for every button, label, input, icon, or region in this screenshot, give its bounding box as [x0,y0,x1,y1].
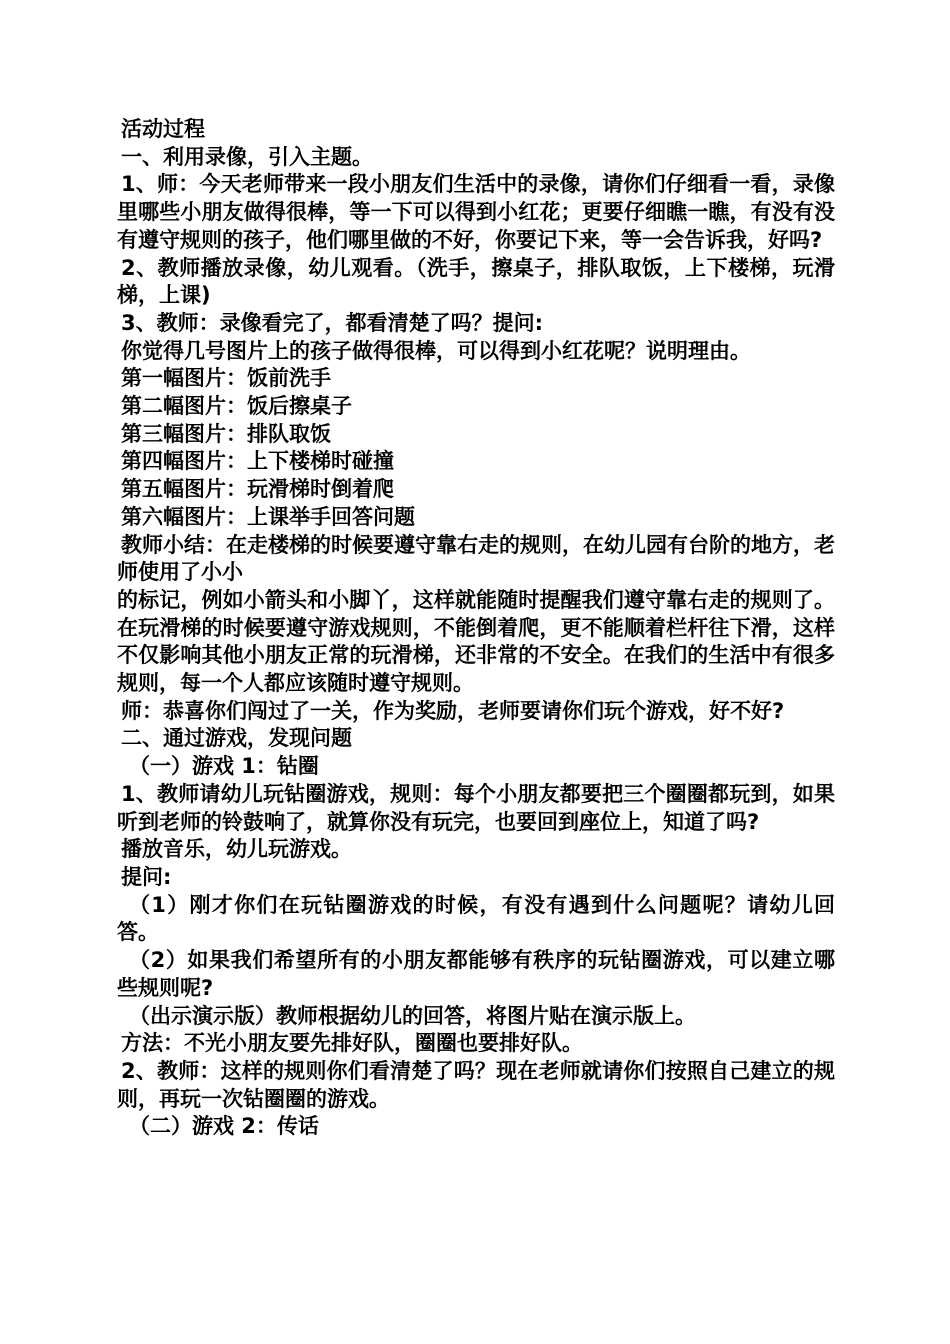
list-item: 第四幅图片：上下楼梯时碰撞 [121,449,394,474]
document-page [117,116,835,1141]
paragraph: 提问: [121,864,172,889]
subsection-heading: （二）游戏 2：传话 [129,1114,319,1139]
list-item: 第三幅图片：排队取饭 [121,421,331,446]
list-item: 第五幅图片：玩滑梯时倒着爬 [121,477,394,502]
paragraph: （1）刚才你们在玩钻圈游戏的时候，有没有遇到什么问题呢？请幼儿回答。 [117,892,835,945]
paragraph: 方法：不光小朋友要先排好队，圈圈也要排好队。 [121,1031,583,1056]
paragraph: 教师小结：在走楼梯的时候要遵守靠右走的规则，在幼儿园有台阶的地方，老师使用了小小 [117,532,835,585]
paragraph: （出示演示版）教师根据幼儿的回答，将图片贴在演示版上。 [129,1003,696,1028]
paragraph: 2、教师播放录像，幼儿观看。（洗手，擦桌子，排队取饭，上下楼梯，玩滑梯，上课) [117,255,835,308]
subsection-heading: 一、利用录像，引入主题。 [121,144,373,169]
paragraph: 播放音乐，幼儿玩游戏。 [121,837,352,862]
section-heading: 活动过程 [121,117,205,141]
paragraph: 2、教师：这样的规则你们看清楚了吗？现在老师就请你们按照自己建立的规则，再玩一次钻圈圈的游戏。 [117,1058,835,1111]
paragraph: 师：恭喜你们闯过了一关，作为奖励，老师要请你们玩个游戏，好不好? [121,698,785,723]
paragraph: （2）如果我们希望所有的小朋友都能够有秩序的玩钻圈游戏，可以建立哪些规则呢? [117,948,835,1000]
list-item: 第六幅图片：上课举手回答问题 [121,504,415,529]
subsection-heading: （一）游戏 1：钻圈 [129,754,319,779]
list-item: 第二幅图片：饭后擦桌子 [121,394,352,419]
paragraph: 3、教师：录像看完了，都看清楚了吗？提问: [121,310,544,335]
paragraph: 1、教师请幼儿玩钻圈游戏，规则：每个小朋友都要把三个圈圈都玩到，如果听到老师的铃鼓响了，就算你没有玩完，也要回到座位上，知道了吗? [117,781,835,834]
subsection-heading: 二、通过游戏，发现问题 [121,726,352,751]
paragraph: 你觉得几号图片上的孩子做得很棒，可以得到小红花呢？说明理由。 [121,338,751,363]
paragraph: 1、师：今天老师带来一段小朋友们生活中的录像，请你们仔细看一看，录像里哪些小朋友做得很棒，等一下可以得到小红花；更要仔细瞧一瞧，有没有没有遵守规则的孩子，他们哪里做的不好，你要记下来，等一会告诉我，好吗? [117,172,835,252]
paragraph: 的标记，例如小箭头和小脚丫，这样就能随时提醒我们遵守靠右走的规则了。在玩滑梯的时候要遵守游戏规则，不能倒着爬，更不能顺着栏杆往下滑，这样不仅影响其他小朋友正常的玩滑梯，还非常的不安全。在我们的生活中有很多规则，每一个人都应该随时遵守规则。 [117,587,835,696]
list-item: 第一幅图片：饭前洗手 [121,366,331,391]
